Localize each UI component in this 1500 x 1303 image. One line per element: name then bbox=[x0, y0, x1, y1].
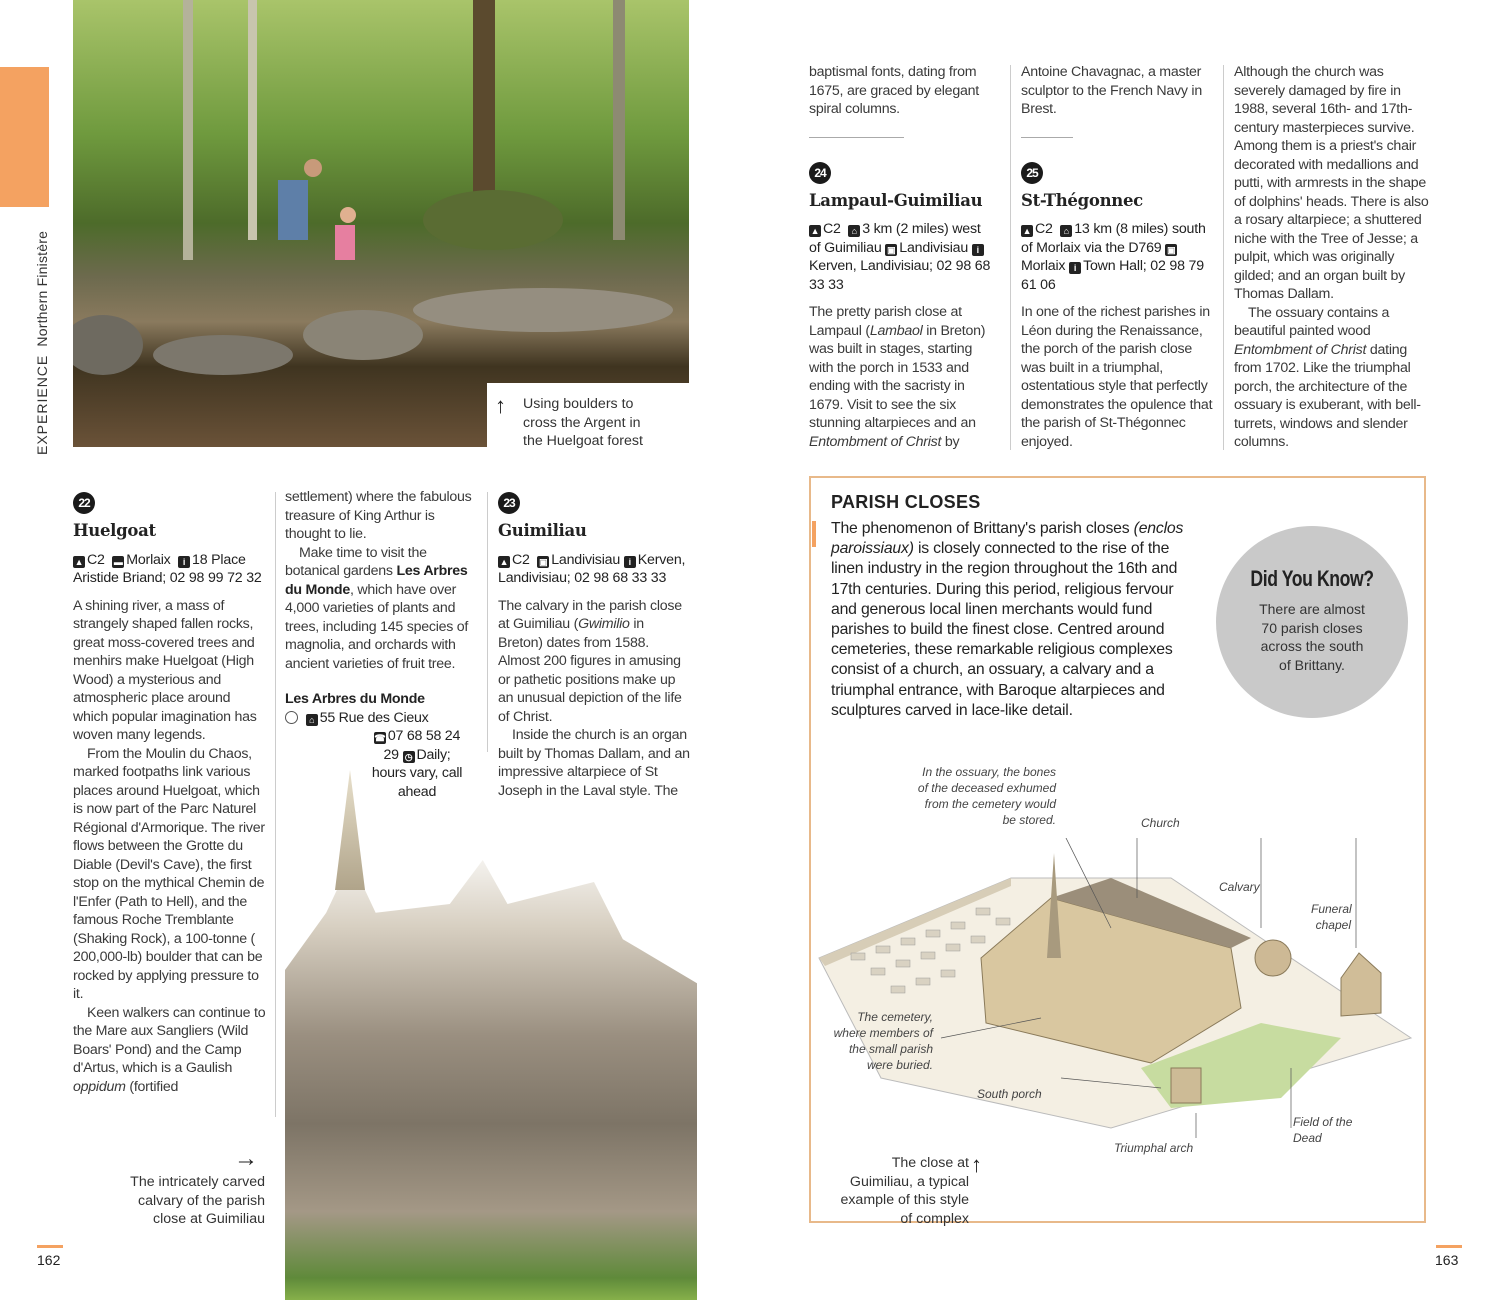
accent-bar bbox=[812, 521, 816, 547]
illustration-caption: The close at Guimiliau, a typical example of this style of complex bbox=[840, 1155, 969, 1227]
label-calvary: Calvary bbox=[1219, 880, 1260, 894]
garden-title: Les Arbres du Monde bbox=[285, 691, 425, 707]
phone-icon: ☎ bbox=[374, 733, 386, 743]
info-icon: i bbox=[624, 556, 636, 568]
bus-icon: ▣ bbox=[887, 244, 896, 255]
bus-icon: ▣ bbox=[539, 556, 548, 567]
page-number-marker bbox=[37, 1245, 63, 1248]
address-icon: ⌂ bbox=[306, 714, 318, 726]
train-icon: ▬ bbox=[113, 556, 123, 567]
triumphal-arch bbox=[1171, 1068, 1201, 1103]
arrow-up-icon: ↑ bbox=[971, 1152, 982, 1177]
map-icon: ▲ bbox=[1022, 226, 1032, 236]
info-icon: i bbox=[972, 244, 984, 256]
entry-title: Guimiliau bbox=[498, 521, 587, 540]
entry-info: ▲ C2 ⌂ 13 km (8 miles) south of Morlaix via the D769 ▣Morlaix i Town Hall; 02 98 79 61 06 bbox=[1021, 221, 1206, 293]
huelgoat-continued: settlement) where the fabulous treasure of King Arthur is thought to lie. Make time to visit the botanical gardens Les Arbres du Monde, which have over 4,000 varieties of plants and trees, including 145 species of magnolia, and orchards with ancient varieties of fruit tree. Les Arbres du Monde ⌂ 55 Rue des Cieux ☎ 07 68 58 24 29 ◷ Daily; hours vary, call ahead bbox=[285, 488, 477, 801]
entry-number: 22 bbox=[73, 492, 95, 514]
entry-number: 24 bbox=[809, 162, 831, 184]
arrow-right-icon: → bbox=[234, 1145, 258, 1172]
label-cemetery: The cemetery, where members of the small parish were buried. bbox=[833, 1010, 933, 1072]
label-funeral-chapel: Funeral chapel bbox=[1311, 902, 1352, 932]
photo-caption-box: ↑ Using boulders to cross the Argent in the Huelgoat forest bbox=[487, 383, 697, 453]
entry-number: 25 bbox=[1021, 162, 1043, 184]
column-divider bbox=[275, 492, 276, 1117]
column-divider bbox=[1010, 65, 1011, 450]
parish-closes-feature bbox=[809, 476, 1426, 1227]
label-south-porch: South porch bbox=[977, 1087, 1042, 1101]
right-col3: Although the church was severely damaged by fire in 1988, several 16th- and 17th-century masterpieces survive. Among them is a priest's chair decorated with medallions and putti, with armrests in the shape of dolphins' heads. There is also a rosary altarpiece; a shuttered niche with the Tree of Jesse; a pulpit, which was originally gilded; and an organ built by Thomas Dallam. The ossuary contains a beautiful painted wood Entombment of Christ dating from 1702. Like the triumphal porch, the architecture of the ossuary is exuberant, with bell-turrets, windows and slender columns. bbox=[1234, 64, 1429, 450]
column-divider bbox=[487, 492, 488, 752]
parish-close-illustration bbox=[811, 838, 1424, 1138]
did-you-know-circle bbox=[1216, 526, 1408, 718]
info-icon: i bbox=[178, 556, 190, 568]
entry-number: 23 bbox=[498, 492, 520, 514]
map-icon: ▲ bbox=[74, 556, 84, 567]
right-col1: baptismal fonts, dating from 1675, are graced by elegant spiral columns. 24 Lampaul-Guimiliau ▲ C2 ⌂ 3 km (2 miles) west of Guimiliau ▣ Landivisiau iKerven, Landivisiau; 02 98 68 33 33 The pretty parish close at Lampaul (Lambaol in Breton) was built in stages, starting with the porch in 1533 and ending with the sacristy in 1679. Visit to see the six stunning altarpieces and an Entombment of Christ by bbox=[809, 63, 994, 451]
section-tab bbox=[0, 67, 49, 207]
page-number: 163 bbox=[1435, 1252, 1459, 1268]
entry-title: St-Thégonnec bbox=[1021, 190, 1143, 210]
map-icon: ▲ bbox=[810, 226, 820, 236]
entry-info: ▲ C2 ⌂ 3 km (2 miles) west of Guimiliau ▣ Landivisiau iKerven, Landivisiau; 02 98 68 33 33 bbox=[809, 221, 991, 293]
calvary-photo bbox=[285, 860, 697, 1300]
calvary-caption: The intricately carved calvary of the parish close at Guimiliau bbox=[130, 1174, 265, 1227]
label-church: Church bbox=[1141, 816, 1180, 830]
label-field-of-dead: Field of the Dead bbox=[1293, 1115, 1353, 1145]
ossuary-dome bbox=[1255, 940, 1291, 976]
entry-info: ▲ C2 ▣ Landivisiau i Kerven, Landivisiau; 02 98 68 33 33 bbox=[498, 551, 686, 586]
divider bbox=[809, 137, 904, 138]
page-number: 162 bbox=[37, 1252, 61, 1268]
label-ossuary: In the ossuary, the bones of the deceased exhumed from the cemetery would be stored. bbox=[917, 765, 1056, 827]
map-icon: ▲ bbox=[499, 556, 509, 567]
page-number-marker bbox=[1436, 1245, 1462, 1248]
garden-info: ⌂ 55 Rue des Cieux bbox=[285, 709, 477, 728]
address-icon: ⌂ bbox=[848, 225, 860, 237]
info-icon: i bbox=[1069, 262, 1081, 274]
right-col2: Antoine Chavagnac, a master sculptor to the French Navy in Brest. 25 St-Thégonnec ▲ C2 ⌂ 13 km (8 miles) south of Morlaix via the D769 ▣Morlaix i Town Hall; 02 98 79 61 06 In one of the richest parishes in Léon during the Renaissance, the porch of the parish close was built in a triumphal, ostentatious style that perfectly demonstrates the opulence that the parish of St-Thégonnec enjoyed. bbox=[1021, 63, 1215, 451]
column-divider bbox=[1223, 65, 1224, 450]
website-icon bbox=[285, 711, 298, 724]
clock-icon: ◷ bbox=[403, 751, 415, 763]
funeral-chapel bbox=[1341, 953, 1381, 1016]
entry-title: Huelgoat bbox=[73, 521, 156, 540]
did-you-know-title: Did You Know? bbox=[1250, 566, 1374, 591]
section-label: EXPERIENCE Northern Finistère bbox=[34, 230, 50, 455]
huelgoat-entry: 22 Huelgoat ▲ C2 ▬ Morlaix i 18 Place Aristide Briand; 02 98 99 72 32 A shining river, a mass of strangely shaped fallen rocks, great moss-covered trees and menhirs make Huelgoat (High Wood) a mysterious and atmospheric place around which popular imagination has woven many legends. From the Moulin du Chaos, marked footpaths link various places around Huelgoat, which is now part of the Parc Naturel Régional d'Armorique. The river flows between the Grotte du Diable (Devil's Cave), the first stop on the mythical Chemin de l'Enfer (Path to Hell), and the famous Roche Tremblante (Shaking Rock), a 100-tonne ( 200,000-lb) boulder that can be rocked by applying pressure to it. Keen walkers can continue to the Mare aux Sangliers (Wild Boars' Pond) and the Camp d'Artus, which is a Gaulish oppidum (fortified bbox=[73, 492, 267, 1096]
bus-icon: ▣ bbox=[1167, 244, 1176, 255]
divider bbox=[1021, 137, 1073, 138]
feature-text: The phenomenon of Brittany's parish closes (enclos paroissiaux) is closely connected to the rise of the linen industry in the region throughout the 16th and 17th centuries. During this period, religious fervour and generous local linen merchants would fund parishes to build the finest close. Centred around cemeteries, these remarkable religious complexes consist of a church, an ossuary, a calvary and a triumphal entrance, with Baroque altarpieces and sculptures carved in lace-like detail. bbox=[831, 520, 1184, 719]
address-icon: ⌂ bbox=[1060, 225, 1072, 237]
did-you-know-text: There are almost 70 parish closes across the south of Brittany. bbox=[1259, 601, 1365, 673]
entry-info: ▲ C2 ▬ Morlaix i 18 Place Aristide Briand; 02 98 99 72 32 bbox=[73, 551, 262, 586]
forest-photo bbox=[73, 0, 689, 447]
entry-title: Lampaul-Guimiliau bbox=[809, 190, 983, 210]
guimiliau-entry: 23 Guimiliau ▲ C2 ▣ Landivisiau i Kerven, Landivisiau; 02 98 68 33 33 The calvary in the parish close at Guimiliau (Gwimilio in Breton) dates from 1588. Almost 200 figures in amusing or pathetic positions make up an unusual depiction of the life of Christ. Inside the church is an organ built by Thomas Dallam, and an impressive altarpiece of St Joseph in the Laval style. The bbox=[498, 492, 690, 800]
label-triumphal-arch: Triumphal arch bbox=[1114, 1141, 1194, 1155]
feature-title: PARISH CLOSES bbox=[831, 492, 981, 512]
forest-scene bbox=[73, 0, 689, 447]
arrow-up-icon: ↑ bbox=[495, 393, 506, 418]
